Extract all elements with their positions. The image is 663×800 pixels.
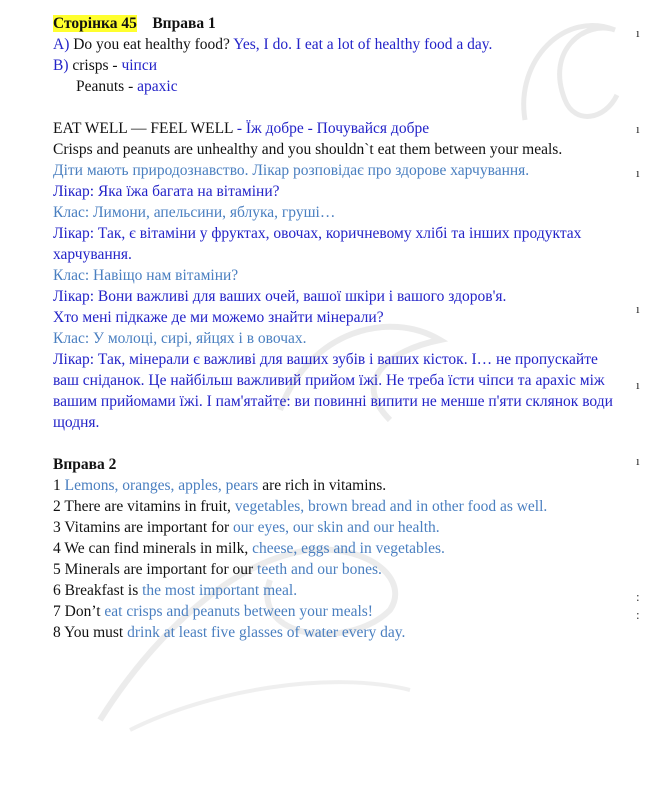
story-paragraph-8: Клас: У молоці, сирі, яйцях і в овочах. — [53, 330, 307, 347]
story-title-ua: - Їж добре - Почувайся добре — [236, 120, 430, 137]
edge-mark-2: ı — [636, 121, 640, 136]
story-title-en: EAT WELL — FEEL WELL — [53, 120, 233, 137]
exercise-2-list — [53, 475, 613, 643]
item-number: 2 — [53, 498, 61, 515]
item-answer: vegetables, brown bread and in other food as well. — [234, 498, 548, 515]
vocab-crisps-ua: чіпси — [121, 57, 158, 74]
list-item — [53, 622, 613, 643]
story-paragraph-2: Лікар: Яка їжа багата на вітаміни? — [53, 183, 280, 200]
item-answer: the most important meal. — [142, 582, 298, 599]
story-paragraph-5: Клас: Навіщо нам вітаміни? — [53, 267, 239, 284]
story-title — [53, 118, 613, 139]
spacer — [53, 433, 613, 454]
list-item — [53, 517, 613, 538]
list-item — [53, 496, 613, 517]
ex1-a-answer: Yes, I do. I eat a lot of healthy food a day. — [233, 36, 493, 53]
item-prompt: Vitamins are important for — [64, 519, 230, 536]
item-prompt: Breakfast is — [64, 582, 139, 599]
item-number: 6 — [53, 582, 61, 599]
item-number: 3 — [53, 519, 61, 536]
story-paragraph-6: Лікар: Вони важливі для ваших очей, вашої шкіри і вашого здоров'я. — [53, 288, 507, 305]
ex1-a-question: Do you eat healthy food? — [73, 36, 230, 53]
ex1-b-label: B) — [53, 57, 69, 74]
item-number: 4 — [53, 540, 61, 557]
story-paragraph-3: Клас: Лимони, апельсини, яблука, груші… — [53, 204, 336, 221]
story-paragraph-7: Хто мені підкаже де ми можемо знайти мінерали? — [53, 309, 384, 326]
edge-mark-7: : — [636, 589, 640, 604]
item-tail: are rich in vitamins. — [262, 477, 387, 494]
list-item — [53, 475, 613, 496]
edge-mark-8: : — [636, 607, 640, 622]
edge-mark-3: ı — [636, 165, 640, 180]
edge-mark-4: ı — [636, 301, 640, 316]
item-number: 7 — [53, 603, 61, 620]
item-answer: drink at least five glasses of water every day. — [127, 624, 406, 641]
item-prompt: We can find minerals in milk, — [64, 540, 249, 557]
list-item — [53, 601, 613, 622]
item-prompt: Minerals are important for our — [64, 561, 254, 578]
story-intro: Crisps and peanuts are unhealthy and you shouldn`t eat them between your meals. — [53, 141, 563, 158]
story-paragraph-4: Лікар: Так, є вітаміни у фруктах, овочах, коричневому хлібі та інших продуктах харчування. — [53, 225, 582, 263]
vocab-peanuts-ua: арахіс — [137, 78, 178, 95]
edge-mark-1: ı — [636, 25, 640, 40]
item-prompt: Don’t — [64, 603, 101, 620]
page-number-highlight: Сторінка 45 — [53, 15, 137, 32]
ex1-a-label: A) — [53, 36, 70, 53]
list-item — [53, 580, 613, 601]
item-number: 1 — [53, 477, 61, 494]
item-answer: our eyes, our skin and our health. — [233, 519, 440, 536]
item-number: 8 — [53, 624, 61, 641]
edge-mark-6: ı — [636, 453, 640, 468]
item-answer: cheese, eggs and in vegetables. — [252, 540, 445, 557]
item-answer: Lemons, oranges, apples, pears — [64, 477, 259, 494]
vocab-peanuts-en: Peanuts - — [76, 78, 134, 95]
exercise-1-title: Вправа 1 — [152, 15, 216, 32]
spacer — [53, 97, 613, 118]
page-header — [53, 13, 613, 34]
exercise-2-title: Вправа 2 — [53, 456, 117, 473]
story-paragraph-1: Діти мають природознавство. Лікар розповідає про здорове харчування. — [53, 162, 530, 179]
document-page — [53, 13, 613, 643]
vocab-peanuts-line — [53, 76, 613, 97]
ex1-b-line — [53, 55, 613, 76]
item-answer: teeth and our bones. — [257, 561, 382, 578]
item-prompt: There are vitamins in fruit, — [64, 498, 231, 515]
item-number: 5 — [53, 561, 61, 578]
ex1-a-line — [53, 34, 613, 55]
edge-mark-5: ı — [636, 377, 640, 392]
list-item — [53, 559, 613, 580]
item-answer: eat crisps and peanuts between your meals! — [104, 603, 373, 620]
story-paragraph-9: Лікар: Так, мінерали є важливі для ваших зубів і ваших кісток. І… не пропускайте ваш сніданок. Це найбільш важливий прийом їжі. Не треба їсти чіпси та арахіс між вашим прийомами їжі. І пам'ятайте: ви повинні випити не менше п'яти склянок води щодня. — [53, 351, 613, 431]
list-item — [53, 538, 613, 559]
item-prompt: You must — [64, 624, 124, 641]
vocab-crisps-en: crisps - — [72, 57, 118, 74]
